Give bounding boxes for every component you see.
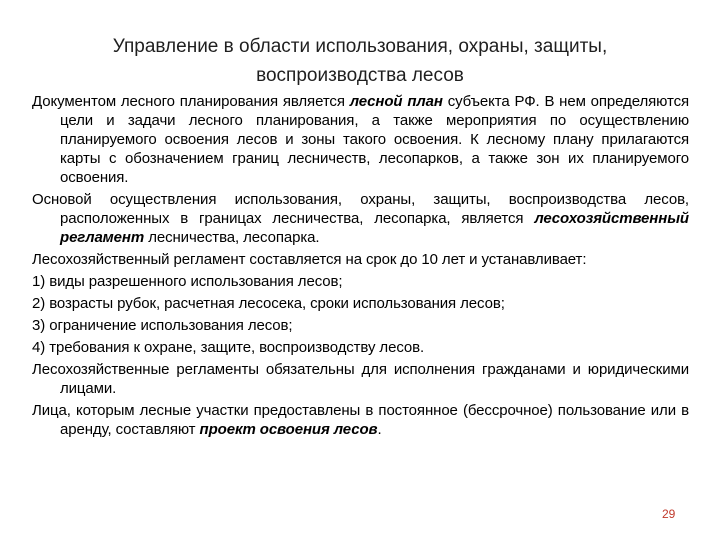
emphasis-development-project: проект освоения лесов xyxy=(199,421,378,438)
paragraph-text: . xyxy=(377,421,382,438)
paragraph-forest-regulation xyxy=(32,190,689,247)
list-item-1: 1) виды разрешенного использования лесов; xyxy=(32,273,343,290)
paragraph-text: лесничества, лесопарка. xyxy=(144,229,320,246)
paragraph-forest-plan xyxy=(32,92,689,187)
paragraph-regulation-term: Лесохозяйственный регламент составляется на срок до 10 лет и устанавливает: xyxy=(32,251,587,268)
list-item-2: 2) возрасты рубок, расчетная лесосека, сроки использования лесов; xyxy=(32,295,505,312)
page-number: 29 xyxy=(662,507,676,521)
paragraph-development-project xyxy=(32,401,689,439)
slide-title xyxy=(40,32,680,90)
paragraph-text: Лица, которым лесные участки предоставлены в постоянное (бессрочное) пользование или в аренду, составляют xyxy=(32,402,689,438)
paragraph-regulations-mandatory: Лесохозяйственные регламенты обязательны для исполнения гражданами и юридическими лицами. xyxy=(32,361,689,397)
emphasis-forest-regulation: лесохозяйственный регламент xyxy=(60,210,689,246)
slide-title-line-2: воспроизводства лесов xyxy=(256,65,464,86)
emphasis-forest-plan: лесной план xyxy=(349,93,443,110)
slide-body xyxy=(32,92,689,442)
paragraph-text: субъекта РФ. В нем определяются цели и задачи лесного планирования, а также мероприятия по осуществлению планируемого освоения лесов и зоны такого освоения. К лесному плану прилагаются карты с обозначением границ лесничеств, лесопарков, а также зон их планируемого освоения. xyxy=(60,93,690,186)
slide-title-line-1: Управление в области использования, охраны, защиты, xyxy=(112,36,608,57)
paragraph-text: Основой осуществления использования, охраны, защиты, воспроизводства лесов, расположенных в границах лесничества, лесопарка, является xyxy=(32,191,689,227)
paragraph-text: Документом лесного планирования является xyxy=(32,93,350,110)
list-item-4: 4) требования к охране, защите, воспроизводству лесов. xyxy=(32,339,425,356)
list-item-3: 3) ограничение использования лесов; xyxy=(32,317,293,334)
